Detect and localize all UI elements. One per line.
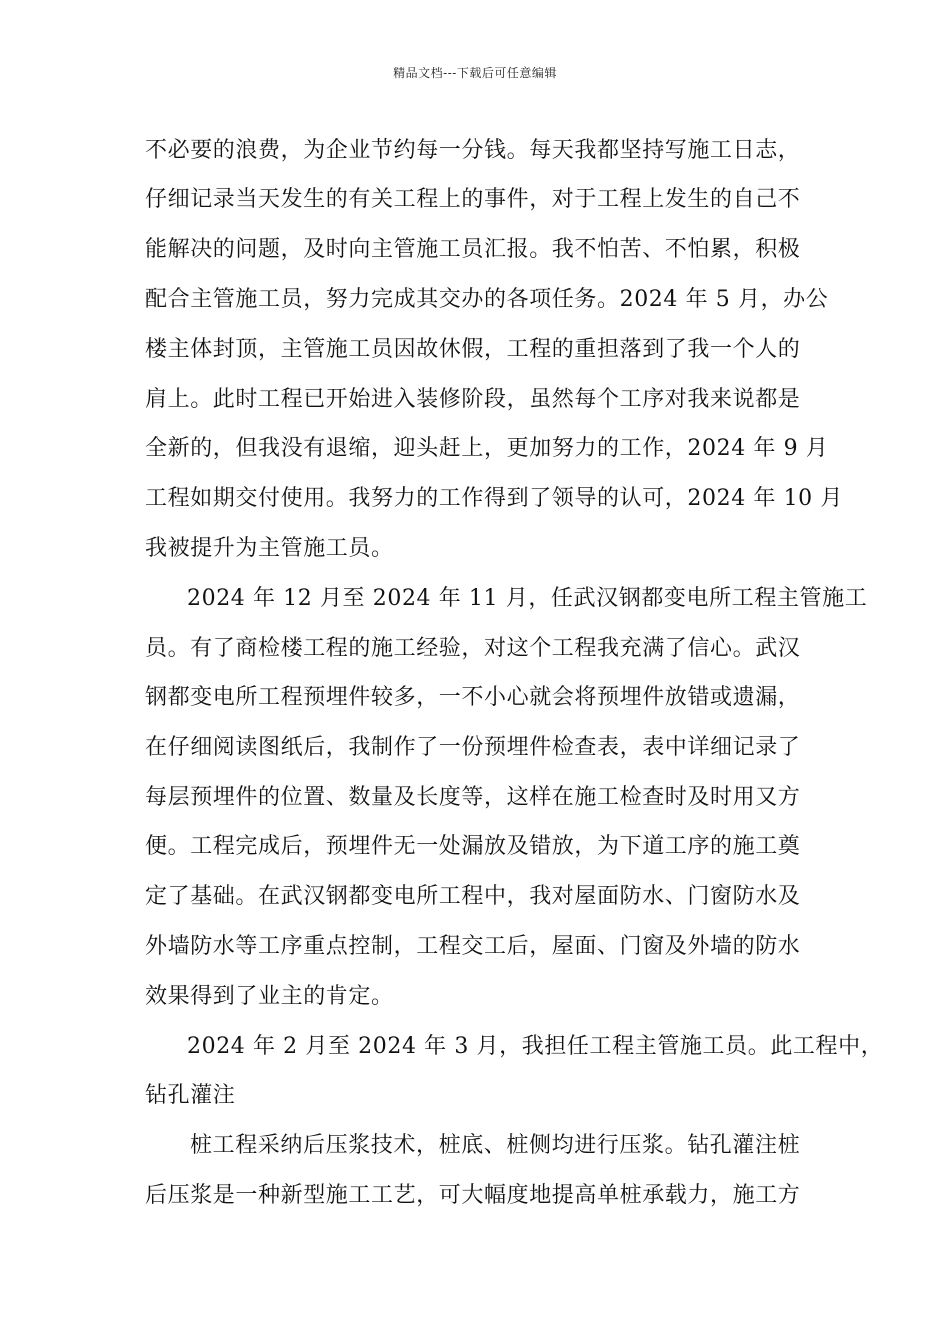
text-line: 肩上。此时工程已开始进入装修阶段，虽然每个工序对我来说都是	[145, 387, 801, 412]
text-line: 不必要的浪费，为企业节约每一分钱。每天我都坚持写施工日志，	[145, 138, 801, 163]
text-line: 能解决的问题，及时向主管施工员汇报。我不怕苦、不怕累，积极	[145, 237, 801, 262]
text-line: 配合主管施工员，努力完成其交办的各项任务。2024 年 5 月，办公	[145, 287, 829, 312]
text-line: 工程如期交付使用。我努力的工作得到了领导的认可，2024 年 10 月	[145, 486, 843, 511]
text-line: 全新的，但我没有退缩，迎头赶上，更加努力的工作，2024 年 9 月	[145, 436, 829, 461]
text-line: 员。有了商检楼工程的施工经验，对这个工程我充满了信心。武汉	[145, 636, 801, 661]
text-line: 钢都变电所工程预埋件较多，一不小心就会将预埋件放错或遗漏，	[145, 685, 801, 710]
text-line: 楼主体封顶，主管施工员因故休假，工程的重担落到了我一个人的	[145, 337, 801, 362]
text-line: 2024 年 2 月至 2024 年 3 月，我担任工程主管施工员。此工程中，	[187, 1034, 884, 1059]
text-line: 每层预埋件的位置、数量及长度等，这样在施工检查时及时用又方	[145, 785, 801, 810]
text-line: 桩工程采纳后压浆技术，桩底、桩侧均进行压浆。钻孔灌注桩	[190, 1133, 801, 1158]
text-line: 2024 年 12 月至 2024 年 11 月，任武汉钢都变电所工程主管施工	[187, 586, 868, 611]
text-line: 外墙防水等工序重点控制，工程交工后，屋面、门窗及外墙的防水	[145, 934, 801, 959]
text-line: 定了基础。在武汉钢都变电所工程中，我对屋面防水、门窗防水及	[145, 884, 801, 909]
text-line: 效果得到了业主的肯定。	[145, 984, 394, 1009]
text-line: 钻孔灌注	[145, 1083, 236, 1108]
page-header: 精品文档---下载后可任意编辑	[393, 66, 557, 80]
text-line: 便。工程完成后，预埋件无一处漏放及错放，为下道工序的施工奠	[145, 834, 801, 859]
text-line: 在仔细阅读图纸后，我制作了一份预埋件检查表，表中详细记录了	[145, 735, 801, 760]
text-line: 仔细记录当天发生的有关工程上的事件，对于工程上发生的自己不	[145, 187, 801, 212]
text-line: 后压浆是一种新型施工工艺，可大幅度地提高单桩承载力，施工方	[145, 1183, 801, 1208]
text-line: 我被提升为主管施工员。	[145, 536, 394, 561]
